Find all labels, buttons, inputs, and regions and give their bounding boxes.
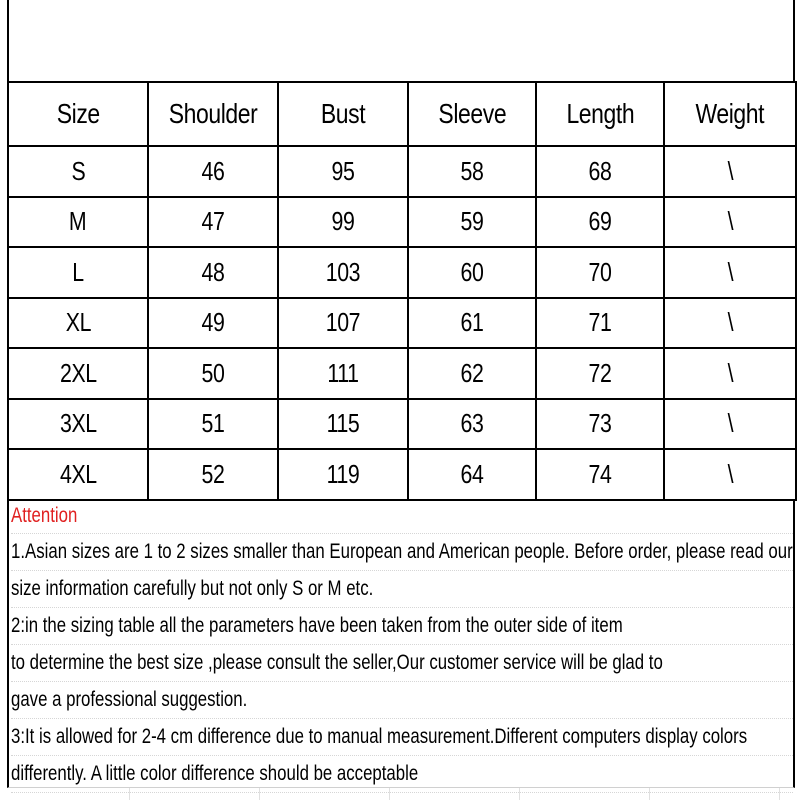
cell-length: 71 xyxy=(536,298,664,349)
table-row xyxy=(8,197,796,248)
cell-length: 72 xyxy=(536,348,664,399)
cell-weight: \ xyxy=(664,399,796,450)
note-line: 3:It is allowed for 2-4 cm difference due to manual measurement.Different computers display colors xyxy=(11,719,793,756)
cell-size: XL xyxy=(8,298,148,349)
header-bust: Bust xyxy=(278,82,408,146)
cell-length: 70 xyxy=(536,247,664,298)
cell-weight: \ xyxy=(664,449,796,500)
top-blank-area xyxy=(7,0,795,81)
table-row xyxy=(8,399,796,450)
cell-size: M xyxy=(8,197,148,248)
header-length: Length xyxy=(536,82,664,146)
size-table xyxy=(7,81,797,501)
notes-section xyxy=(7,499,795,788)
cell-size: S xyxy=(8,146,148,197)
cell-sleeve: 58 xyxy=(408,146,536,197)
cell-bust: 111 xyxy=(278,348,408,399)
cell-weight: \ xyxy=(664,247,796,298)
header-shoulder: Shoulder xyxy=(148,82,278,146)
header-size: Size xyxy=(8,82,148,146)
note-line: differently. A little color difference should be acceptable xyxy=(11,756,793,793)
note-line: 2:in the sizing table all the parameters have been taken from the outer side of item xyxy=(11,608,793,645)
note-line: 1.Asian sizes are 1 to 2 sizes smaller than European and American people. Before order, please read our xyxy=(11,534,793,571)
cell-bust: 99 xyxy=(278,197,408,248)
cell-size: 4XL xyxy=(8,449,148,500)
cell-sleeve: 64 xyxy=(408,449,536,500)
header-sleeve: Sleeve xyxy=(408,82,536,146)
spreadsheet-grid xyxy=(0,788,800,800)
cell-length: 68 xyxy=(536,146,664,197)
cell-sleeve: 59 xyxy=(408,197,536,248)
cell-sleeve: 62 xyxy=(408,348,536,399)
cell-weight: \ xyxy=(664,298,796,349)
header-weight: Weight xyxy=(664,82,796,146)
table-row xyxy=(8,146,796,197)
cell-size: 2XL xyxy=(8,348,148,399)
table-row xyxy=(8,348,796,399)
cell-bust: 119 xyxy=(278,449,408,500)
cell-shoulder: 46 xyxy=(148,146,278,197)
cell-length: 69 xyxy=(536,197,664,248)
cell-length: 73 xyxy=(536,399,664,450)
cell-bust: 103 xyxy=(278,247,408,298)
cell-bust: 95 xyxy=(278,146,408,197)
cell-sleeve: 63 xyxy=(408,399,536,450)
attention-label: Attention xyxy=(11,499,793,534)
cell-weight: \ xyxy=(664,146,796,197)
table-row xyxy=(8,247,796,298)
note-line: gave a professional suggestion. xyxy=(11,682,793,719)
cell-bust: 115 xyxy=(278,399,408,450)
cell-weight: \ xyxy=(664,197,796,248)
cell-shoulder: 47 xyxy=(148,197,278,248)
note-line: to determine the best size ,please consult the seller,Our customer service will be glad to xyxy=(11,645,793,682)
note-line: size information carefully but not only S or M etc. xyxy=(11,571,793,608)
cell-sleeve: 61 xyxy=(408,298,536,349)
table-row xyxy=(8,449,796,500)
table-row xyxy=(8,298,796,349)
table-header-row xyxy=(8,82,796,146)
cell-size: L xyxy=(8,247,148,298)
cell-length: 74 xyxy=(536,449,664,500)
cell-shoulder: 49 xyxy=(148,298,278,349)
cell-shoulder: 50 xyxy=(148,348,278,399)
cell-weight: \ xyxy=(664,348,796,399)
cell-sleeve: 60 xyxy=(408,247,536,298)
cell-shoulder: 51 xyxy=(148,399,278,450)
cell-shoulder: 52 xyxy=(148,449,278,500)
cell-bust: 107 xyxy=(278,298,408,349)
cell-size: 3XL xyxy=(8,399,148,450)
cell-shoulder: 48 xyxy=(148,247,278,298)
